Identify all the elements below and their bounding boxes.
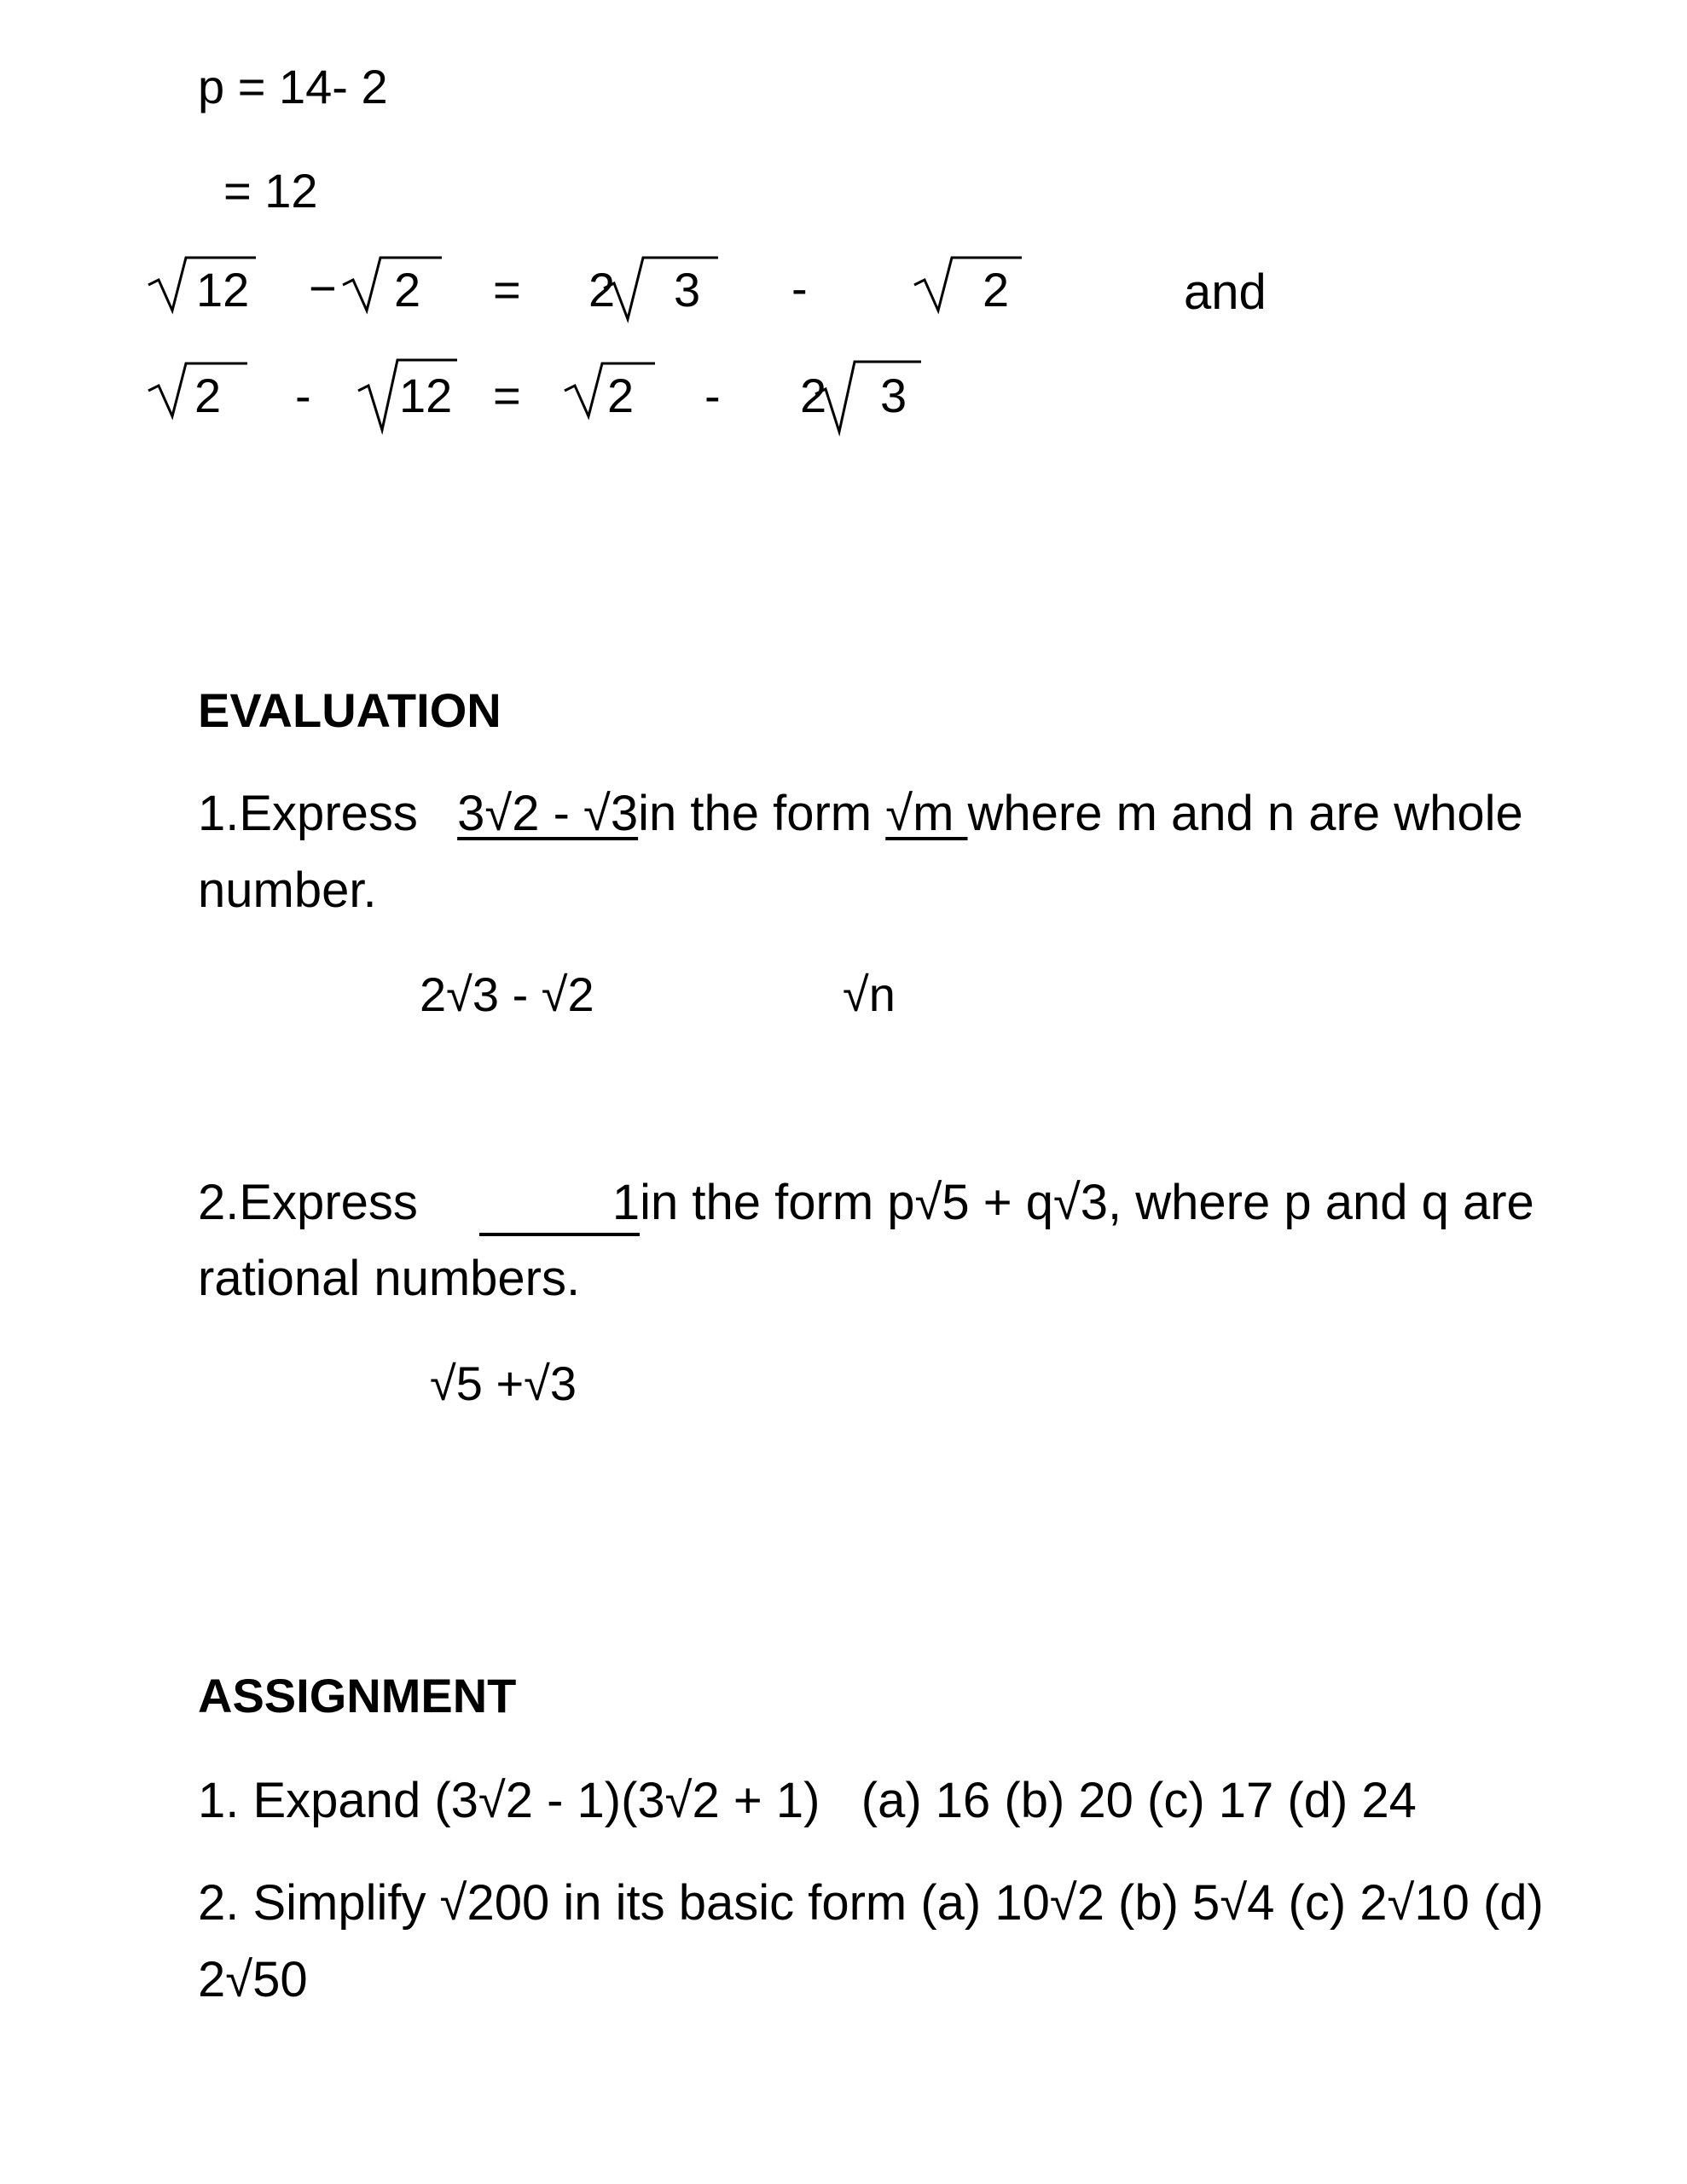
minus-sign: -: [704, 369, 721, 422]
working-line-1: p = 14- 2: [198, 60, 388, 113]
radicand: 12: [399, 369, 453, 422]
evaluation-q2-line-2: rational numbers.: [198, 1251, 581, 1306]
radical-12: [147, 254, 258, 316]
radicand: 2: [983, 263, 1010, 317]
q1-numerator: 3√2 - √3: [457, 786, 639, 841]
q1-form-numerator: √m: [885, 786, 968, 841]
minus-sign: -: [295, 369, 311, 422]
radical-12: [357, 357, 459, 433]
assignment-q1: 1. Expand (3√2 - 1)(3√2 + 1) (a) 16 (b) 20 (c) 17 (d) 24: [198, 1773, 1417, 1828]
radicand: 2: [607, 369, 635, 422]
radical-3: [814, 358, 925, 435]
assignment-q2-line-1: 2. Simplify √200 in its basic form (a) 10√2 (b) 5√4 (c) 2√10 (d): [198, 1875, 1544, 1931]
equals-sign: =: [493, 263, 521, 317]
radical-2: [147, 360, 249, 421]
radical-2: [341, 254, 443, 316]
evaluation-heading: EVALUATION: [198, 683, 501, 737]
fraction-bar: [479, 1233, 640, 1236]
q1-suffix: where m and n are whole: [967, 786, 1523, 841]
coefficient: 2: [800, 369, 827, 422]
and-word: and: [1184, 264, 1267, 320]
q1-prefix: 1.Express: [198, 786, 418, 841]
coefficient: 2: [588, 263, 616, 317]
assignment-heading: ASSIGNMENT: [198, 1669, 517, 1722]
q2-prefix: 2.Express: [198, 1175, 418, 1230]
radical-2: [563, 360, 657, 421]
q2-denominator: √5 +√3: [430, 1356, 577, 1410]
evaluation-q1-line-2: number.: [198, 863, 377, 918]
radical-3: [602, 254, 722, 322]
evaluation-q2-line-1: [198, 1175, 1534, 1230]
q2-suffix: in the form p√5 + q√3, where p and q are: [640, 1175, 1534, 1230]
q1-denominator: 2√3 - √2: [420, 967, 594, 1021]
equals-sign: =: [493, 369, 521, 422]
q2-numerator: 1: [612, 1175, 641, 1230]
minus-sign: −: [309, 261, 337, 315]
radicand: 3: [880, 369, 907, 422]
q1-form-denominator: √n: [843, 967, 896, 1021]
assignment-q2-line-2: 2√50: [198, 1952, 308, 2007]
radicand: 2: [394, 263, 421, 317]
q2-fraction-numerator: [479, 1175, 641, 1230]
q1-middle: in the form: [638, 786, 872, 841]
radical-2: [913, 254, 1023, 316]
minus-sign: -: [791, 261, 808, 315]
radicand: 12: [196, 263, 250, 317]
working-line-2: = 12: [223, 164, 318, 218]
radicand: 2: [194, 369, 222, 422]
radicand: 3: [674, 263, 701, 317]
evaluation-q1-line-1: [198, 786, 1523, 841]
